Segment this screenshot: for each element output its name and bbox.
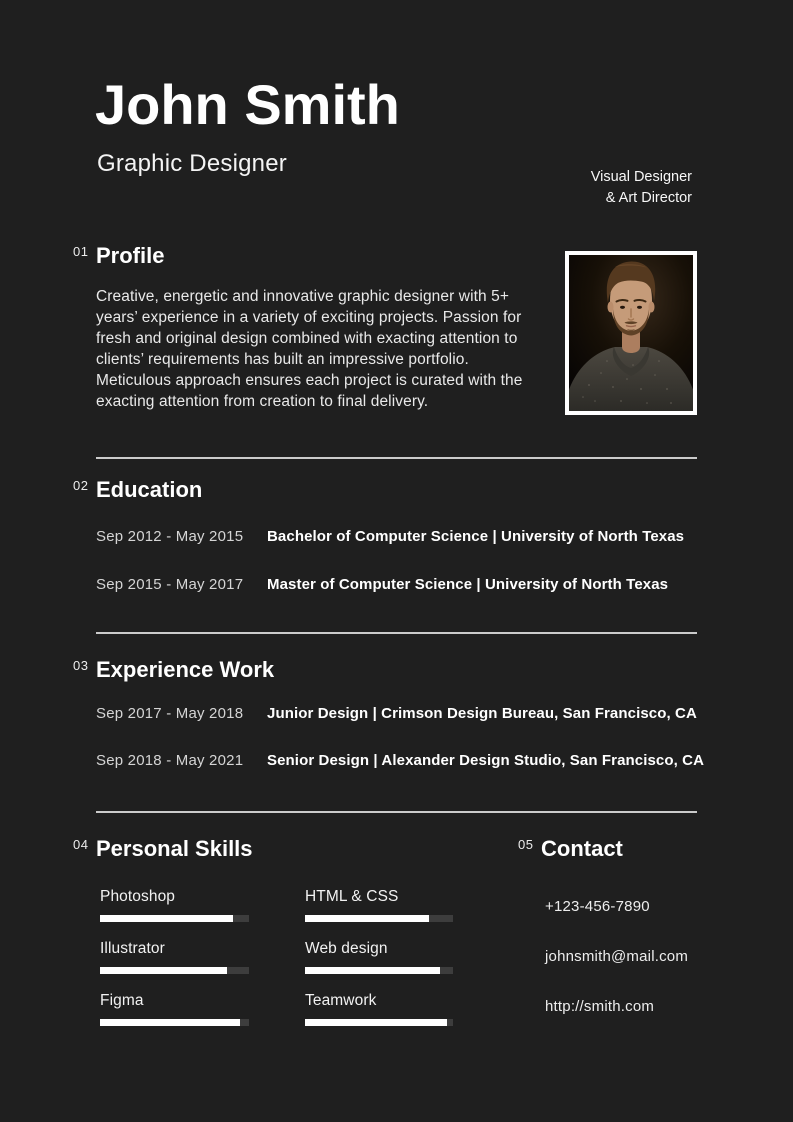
skill-item [305, 940, 453, 974]
experience-description: Junior Design | Crimson Design Bureau, San Francisco, CA [267, 705, 697, 722]
skill-label: HTML & CSS [305, 888, 399, 905]
skill-label: Teamwork [305, 992, 377, 1009]
section-skills-header [73, 836, 503, 862]
profile-summary-text: Creative, energetic and innovative graphic designer with 5+ years’ experience in a variety of exciting projects. Passion for fresh and original design combined with exacting attention to clients’ requirements has built an impressive portfolio. Meticulous approach ensures each project is curated with the exacting attention from creation to final delivery. [96, 288, 523, 410]
section-education [73, 477, 713, 594]
section-skills [73, 836, 503, 1026]
skill-progress-bar [305, 967, 453, 974]
contact-website: http://smith.com [545, 998, 655, 1015]
education-row [96, 528, 713, 546]
education-description: Master of Computer Science | University of North Texas [267, 576, 669, 593]
section-education-header [73, 477, 713, 503]
education-date: Sep 2012 - May 2015 [96, 528, 244, 545]
section-number: 02 [73, 478, 89, 493]
portrait-photo-illustration [569, 255, 693, 411]
section-number: 01 [73, 244, 89, 259]
section-divider [96, 811, 697, 813]
experience-rows [96, 705, 713, 770]
section-title: Personal Skills [96, 836, 253, 861]
skill-item [100, 940, 249, 974]
education-rows [96, 528, 713, 594]
section-number: 03 [73, 658, 89, 673]
contact-list [545, 899, 728, 1014]
contact-email: johnsmith@mail.com [545, 948, 689, 965]
profile-photo [565, 251, 697, 415]
section-contact-header [518, 836, 728, 862]
section-title: Experience Work [96, 657, 275, 682]
skill-label: Web design [305, 940, 388, 957]
skill-progress-fill [305, 1019, 447, 1026]
side-title-line2: & Art Director [605, 190, 692, 206]
skill-progress-fill [100, 915, 233, 922]
skill-item [305, 888, 453, 922]
skill-label: Figma [100, 992, 144, 1009]
skill-progress-fill [100, 967, 227, 974]
education-date: Sep 2015 - May 2017 [96, 576, 244, 593]
section-title: Profile [96, 243, 165, 268]
section-title: Contact [541, 836, 623, 861]
section-contact [518, 836, 728, 1014]
skill-label: Illustrator [100, 940, 165, 957]
experience-date: Sep 2017 - May 2018 [96, 705, 244, 722]
experience-row [96, 705, 713, 723]
education-description: Bachelor of Computer Science | University of North Texas [267, 528, 685, 545]
person-name: John Smith [95, 73, 400, 136]
skill-progress-bar [100, 967, 249, 974]
section-experience-header [73, 657, 713, 683]
skill-progress-bar [305, 1019, 453, 1026]
skill-progress-bar [100, 915, 249, 922]
skill-item [100, 888, 249, 922]
skill-progress-fill [305, 967, 440, 974]
section-number: 04 [73, 837, 89, 852]
section-title: Education [96, 477, 203, 502]
skill-item [305, 992, 453, 1026]
skill-progress-bar [305, 915, 453, 922]
experience-row [96, 752, 713, 770]
skills-grid [100, 888, 503, 1026]
education-row [96, 576, 713, 594]
skill-progress-bar [100, 1019, 249, 1026]
skill-label: Photoshop [100, 888, 176, 905]
skill-progress-fill [100, 1019, 240, 1026]
skill-progress-fill [305, 915, 429, 922]
contact-phone: +123-456-7890 [545, 898, 650, 915]
section-divider [96, 457, 697, 459]
side-title [591, 167, 692, 209]
experience-date: Sep 2018 - May 2021 [96, 752, 244, 769]
section-number: 05 [518, 837, 534, 852]
section-experience [73, 657, 713, 770]
skill-item [100, 992, 249, 1026]
experience-description: Senior Design | Alexander Design Studio, San Francisco, CA [267, 752, 705, 769]
section-divider [96, 632, 697, 634]
side-title-line1: Visual Designer [590, 169, 692, 185]
person-role: Graphic Designer [97, 150, 287, 177]
